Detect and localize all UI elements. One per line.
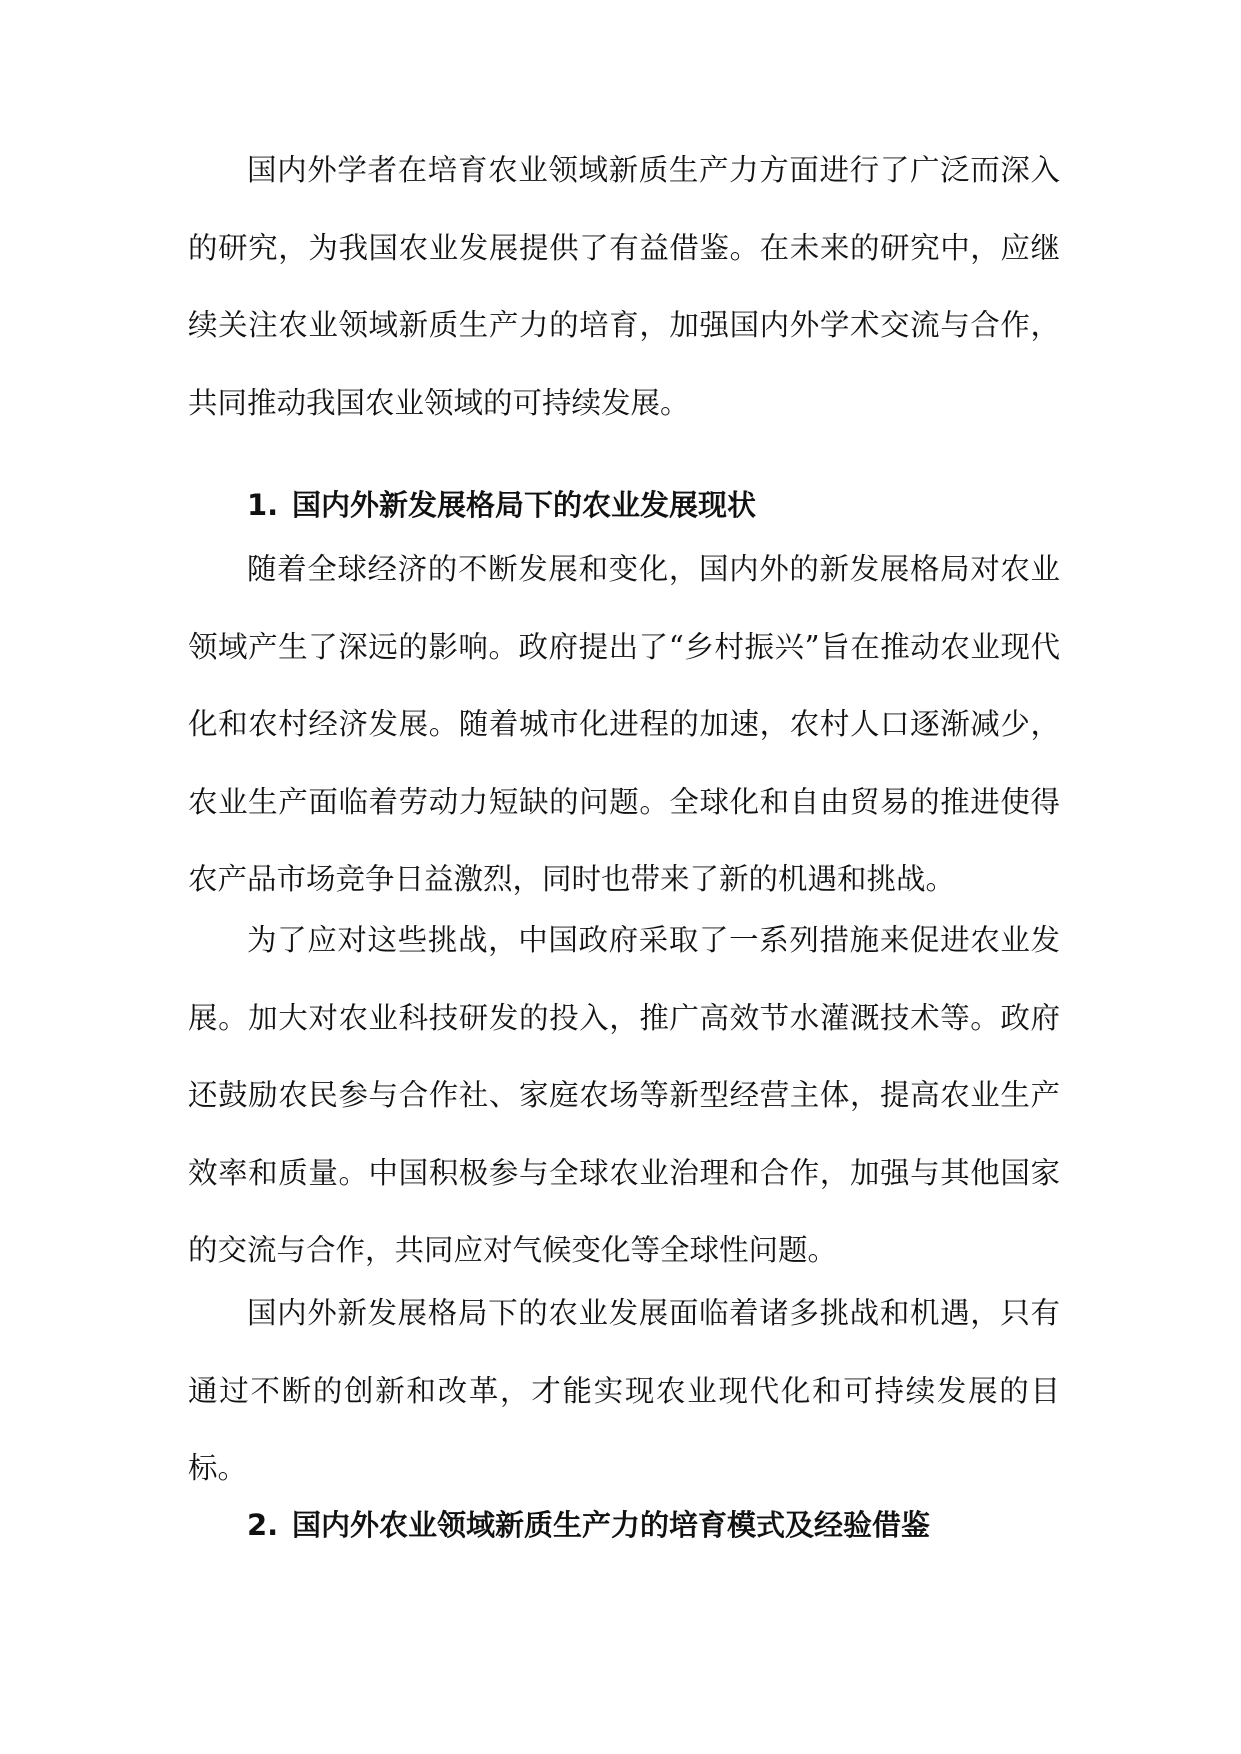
body-paragraph: 随着全球经济的不断发展和变化，国内外的新发展格局对农业领域产生了深远的影响。政府提出了“乡村振兴”旨在推动农业现代化和农村经济发展。随着城市化进程的加速，农村人口逐渐减少，农业生产面临着劳动力短缺的问题。全球化和自由贸易的推进使得农产品市场竞争日益激烈，同时也带来了新的机遇和挑战。 bbox=[188, 552, 1060, 896]
body-paragraph: 国内外学者在培育农业领域新质生产力方面进行了广泛而深入的研究，为我国农业发展提供了有益借鉴。在未来的研究中，应继续关注农业领域新质生产力的培育，加强国内外学术交流与合作，共同推动我国农业领域的可持续发展。 bbox=[188, 153, 1060, 420]
body-paragraph: 国内外新发展格局下的农业发展面临着诸多挑战和机遇，只有通过不断的创新和改革，才能实现农业现代化和可持续发展的目标。 bbox=[188, 1296, 1060, 1485]
section-title: 国内外新发展格局下的农业发展现状 bbox=[292, 488, 757, 522]
section-heading bbox=[188, 1505, 1119, 1545]
section-heading bbox=[188, 485, 1119, 525]
body-paragraph: 为了应对这些挑战，中国政府采取了一系列措施来促进农业发展。加大对农业科技研发的投入，推广高效节水灌溉技术等。政府还鼓励农民参与合作社、家庭农场等新型经营主体，提高农业生产效率和质量。中国积极参与全球农业治理和合作，加强与其他国家的交流与合作，共同应对气候变化等全球性问题。 bbox=[188, 923, 1060, 1267]
section-number: 2. bbox=[247, 1508, 279, 1542]
section-title: 国内外农业领域新质生产力的培育模式及经验借鉴 bbox=[292, 1508, 931, 1542]
section-number: 1. bbox=[247, 488, 279, 522]
